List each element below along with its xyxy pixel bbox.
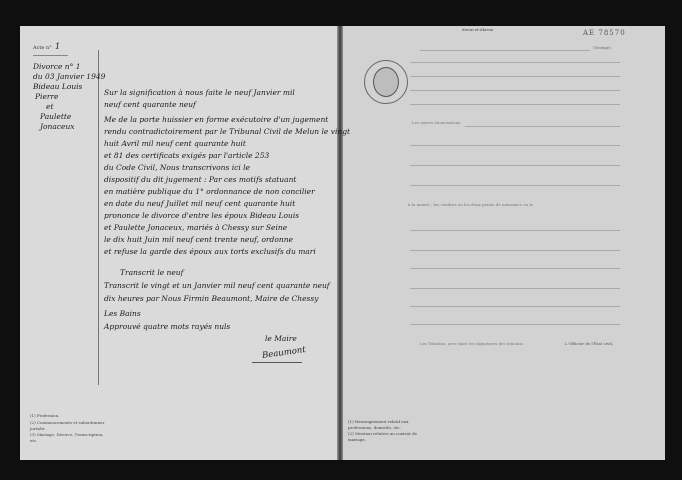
ruled-line bbox=[410, 306, 620, 307]
footnote-line: mariage. bbox=[348, 437, 366, 442]
body-line: en date du neuf Juillet mil neuf cent quarante huit bbox=[104, 199, 296, 208]
margin-rule bbox=[98, 50, 99, 385]
margin-note-line: Jonaceux bbox=[40, 122, 75, 131]
footnote-line: jurisdic bbox=[30, 426, 46, 431]
body-line: prononce le divorce d'entre les époux Bideau Louis bbox=[104, 211, 300, 220]
margin-note-line: Pierre bbox=[35, 92, 59, 101]
body-line: et refuse la garde des époux aux torts exclusifs du mari bbox=[104, 247, 316, 256]
margin-note-line: Divorce n° 1 bbox=[33, 62, 81, 71]
archive-code: AE 78570 bbox=[583, 29, 626, 37]
body-line: rendu contradictoirement par le Tribunal Civil de Melun le vingt bbox=[104, 127, 351, 136]
ruled-line bbox=[410, 185, 620, 186]
ruled-line bbox=[465, 126, 620, 127]
lower-line: dix heures par Nous Firmin Beaumont, Maire de Chessy bbox=[104, 294, 319, 303]
ruled-line bbox=[410, 324, 620, 325]
faint-line: Les Témoins, avec faire les signatures des témoins bbox=[420, 341, 523, 346]
lower-line: Transcrit le neuf bbox=[120, 268, 184, 277]
body-line: le dix huit Juin mil neuf cent trente neuf, ordonne bbox=[104, 235, 293, 244]
signature-rule bbox=[252, 362, 302, 363]
lower-line: Transcrit le vingt et un Janvier mil neuf cent quarante neuf bbox=[104, 281, 330, 290]
footnote-line: (1) Renseignement relatif aux bbox=[348, 419, 409, 424]
lower-line: Les Bains bbox=[104, 309, 141, 318]
ruled-line bbox=[410, 165, 620, 166]
ruled-line bbox=[410, 62, 620, 63]
body-line: Sur la signification à nous faite le neuf Janvier mil bbox=[104, 88, 295, 97]
ruled-line bbox=[410, 90, 620, 91]
acte-label: Acte n° bbox=[33, 45, 52, 51]
acte-rule bbox=[33, 55, 68, 56]
footnote-line: (3) Mariage, Divorce, Transcription, bbox=[30, 432, 104, 437]
officer-label: L'Officier de l'État civil, bbox=[565, 341, 614, 346]
mairie-seal bbox=[364, 60, 408, 104]
ruled-line bbox=[410, 76, 620, 77]
lower-line: le Maire bbox=[265, 334, 297, 343]
faint-line: Les autres énonciations bbox=[412, 120, 461, 125]
body-line: neuf cent quarante neuf bbox=[104, 100, 196, 109]
faint-line: (Vestige) bbox=[593, 45, 611, 50]
margin-note-line: Bideau Louis bbox=[33, 82, 83, 91]
footnote-line: (2) Mention relative au contrat de bbox=[348, 431, 418, 436]
ruled-line bbox=[410, 268, 620, 269]
acte-number: 1 bbox=[55, 42, 61, 51]
body-line: huit Avril mil neuf cent quarante huit bbox=[104, 139, 246, 148]
signature: Beaumont bbox=[261, 344, 307, 362]
ruled-line bbox=[410, 230, 620, 231]
ruled-line bbox=[410, 145, 620, 146]
body-line: en matière publique du 1° ordonnance de non concilier bbox=[104, 187, 315, 196]
margin-note-line: et bbox=[46, 102, 54, 111]
margin-note-line: du 03 Janvier 1949 bbox=[33, 72, 106, 81]
body-line: et 81 des certificats exigés par l'article 253 bbox=[104, 151, 270, 160]
footnote-line: professions, domicile, etc. bbox=[348, 425, 401, 430]
ruled-line bbox=[410, 288, 620, 289]
ruled-line bbox=[420, 50, 590, 51]
footnote-line: (1) Profession. bbox=[30, 413, 60, 418]
body-line: et Paulette Jonaceux, mariés à Chessy sur Seine bbox=[104, 223, 288, 232]
footnote-line: etc. bbox=[30, 438, 38, 443]
body-line: Me de la porte huissier en forme exécutoire d'un jugement bbox=[104, 115, 329, 124]
faint-line: à la mairie ; les cendres ou les deux points de naissance ou le bbox=[408, 202, 534, 207]
lower-line: Approuvé quatre mots rayés nuls bbox=[104, 322, 231, 331]
body-line: dispositif du dit jugement : Par ces motifs statuant bbox=[104, 175, 297, 184]
ruled-line bbox=[410, 250, 620, 251]
archive-header: Seine-et-Marne bbox=[462, 27, 494, 32]
ruled-line bbox=[410, 104, 620, 105]
body-line: du Code Civil, Nous transcrivons ici le bbox=[104, 163, 250, 172]
margin-note-line: Paulette bbox=[40, 112, 72, 121]
footnote-line: (2) Commencements et subordonner bbox=[30, 420, 105, 425]
